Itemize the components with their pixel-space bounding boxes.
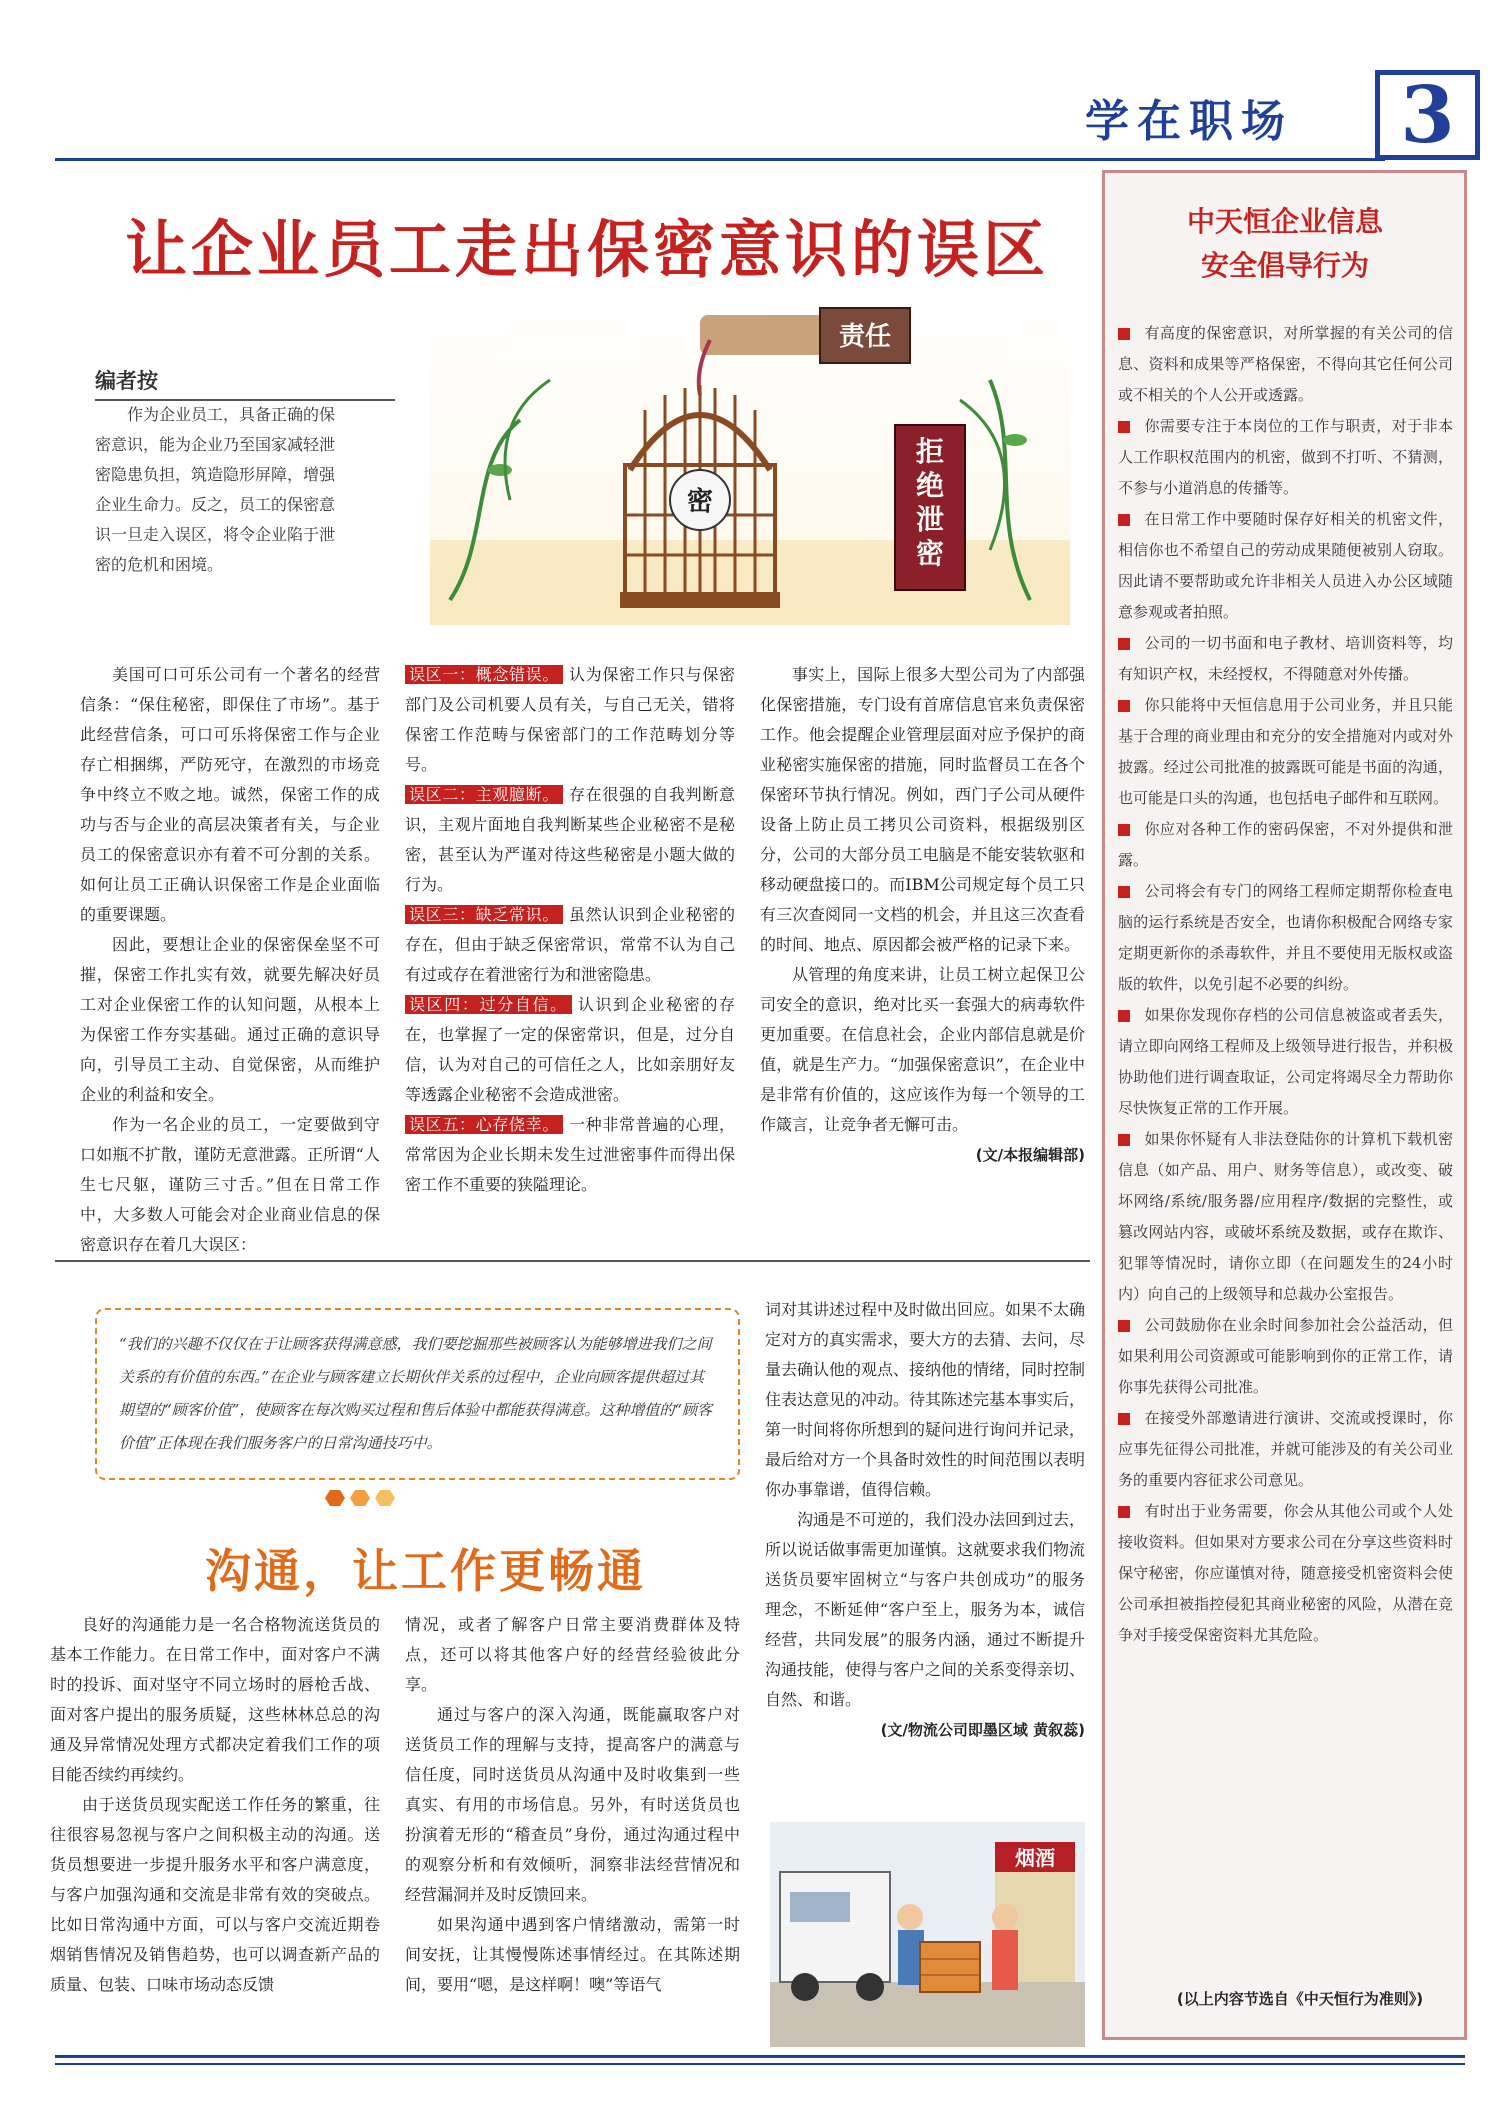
paragraph: 作为一名企业的员工，一定要做到守口如瓶不扩散，谨防无意泄露。正所谓“人生七尺躯，谨防三寸舌。”但在日常工作中，大多数人可能会对企业商业信息的保密意识存在着几大误区：	[80, 1115, 380, 1254]
misconception-item	[405, 660, 735, 780]
list-item-text: 你只能将中天恒信息用于公司业务，并且只能基于合理的商业理由和充分的安全措施对内或对外披露。经过公司批准的披露既可能是书面的沟通，也可能是口头的沟通，也包括电子邮件和互联网。	[1118, 696, 1453, 807]
article-title: 让企业员工走出保密意识的误区	[125, 213, 1050, 286]
sidebar-title-line: 中天恒企业信息	[1186, 205, 1383, 238]
article2-column-2	[405, 1610, 740, 2000]
list-item-text: 公司的一切书面和电子教材、培训资料等，均有知识产权，未经授权，不得随意对外传播。	[1118, 634, 1453, 683]
misconception-tag: 误区一：概念错误。	[405, 665, 563, 684]
footer-rule	[55, 2055, 1465, 2058]
article2-column-1	[50, 1610, 380, 2000]
paragraph: 词对其讲述过程中及时做出回应。如果不太确定对方的真实需求，要大方的去猜、去问，尽量去确认他的观点、接纳他的情绪，同时控制住表达意见的冲动。待其陈述完基本事实后，第一时间将你所想到的疑问进行询问并记录，最后给对方一个具备时效性的时间范围以表明你办事靠谱，值得信赖。	[765, 1300, 1086, 1499]
paragraph: 通过与客户的深入沟通，既能赢取客户对送货员工作的理解与支持，提高客户的满意与信任度，同时送货员从沟通中及时收集到一些真实、有用的市场信息。另外，有时送货员也扮演着无形的“稽查员”身份，通过沟通过程中的观察分析和有效倾听，洞察非法经营情况和经营漏洞并及时反馈回来。	[405, 1705, 740, 1904]
hexagon-decoration-icon	[320, 1488, 400, 1508]
misconception-item	[405, 900, 735, 990]
pull-quote: “我们的兴趣不仅仅在于让顾客获得满意感，我们要挖掘那些被顾客认为能够增进我们之间关系的有价值的东西。”在企业与顾客建立长期伙伴关系的过程中，企业向顾客提供超过其期望的“顾客价值”，使顾客在每次购买过程和售后体验中都能获得满意。这种增值的“顾客价值”正体现在我们服务客户的日常沟通技巧中。	[95, 1308, 740, 1480]
paragraph: 美国可口可乐公司有一个著名的经营信条：“保住秘密，即保住了市场”。基于此经营信条，可口可乐将保密工作与企业存亡相捆绑，严防死守，在激烈的市场竞争中终立不败之地。诚然，保密工作的成功与否与企业的高层决策者有关，与企业员工的保密意识亦有着不可分割的关系。如何让员工正确认识保密工作是企业面临的重要课题。	[80, 665, 380, 924]
list-item-text: 有高度的保密意识，对所掌握的有关公司的信息、资料和成果等严格保密，不得向其它任何公司或不相关的个人公开或透露。	[1118, 324, 1453, 404]
list-item	[1118, 1310, 1453, 1403]
list-item-text: 公司将会有专门的网络工程师定期帮你检查电脑的运行系统是否安全，也请你积极配合网络专家定期更新你的杀毒软件，并且不要使用无版权或盗版的软件，以免引起不必要的纠纷。	[1118, 882, 1453, 993]
list-item	[1118, 318, 1453, 411]
bullet-icon	[1118, 638, 1130, 650]
list-item-text: 如果你发现你存档的公司信息被盗或者丢失，请立即向网络工程师及上级领导进行报告，并积极协助他们进行调查取证，公司定将竭尽全力帮助你尽快恢复正常的工作开展。	[1118, 1006, 1453, 1117]
article1-column-2	[405, 660, 735, 1200]
paragraph: 情况，或者了解客户日常主要消费群体及特点，还可以将其他客户好的经营经验彼此分享。	[405, 1615, 740, 1694]
sidebar-list	[1118, 318, 1453, 1651]
sidebar-title	[1125, 200, 1445, 288]
list-item	[1118, 876, 1453, 1000]
article2-signature: (文/物流公司即墨区域 黄叙蕊)	[880, 1721, 1085, 1739]
bullet-icon	[1118, 1134, 1130, 1146]
list-item	[1118, 411, 1453, 504]
list-item-text: 在接受外部邀请进行演讲、交流或授课时，你应事先征得公司批准，并就可能涉及的有关公司业务的重要内容征求公司意见。	[1118, 1409, 1453, 1489]
paragraph: 沟通是不可逆的，我们没办法回到过去，所以说话做事需更加谨慎。这就要求我们物流送货员要牢固树立“与客户共创成功”的服务理念，不断延伸“客户至上，服务为本，诚信经营，共同发展”的服务内涵，通过不断提升沟通技能，使得与客户之间的关系变得亲切、自然、和谐。	[765, 1510, 1086, 1709]
list-item	[1118, 504, 1453, 628]
list-item	[1118, 1403, 1453, 1496]
bullet-icon	[1118, 514, 1130, 526]
paragraph: 因此，要想让企业的保密保垒坚不可摧，保密工作扎实有效，就要先解决好员工对企业保密工作的认知问题，从根本上为保密工作夯实基础。通过正确的意识导向，引导员工主动、自觉保密，从而维护企业的利益和安全。	[80, 935, 380, 1104]
delivery-illustration	[770, 1822, 1085, 2047]
misconception-item	[405, 1110, 735, 1200]
article1-signature: (文/本报编辑部)	[975, 1146, 1085, 1164]
bullet-icon	[1118, 886, 1130, 898]
list-item-text: 如果你怀疑有人非法登陆你的计算机下载机密信息（如产品、用户、财务等信息），或改变、破坏网络/系统/服务器/应用程序/数据的完整性，或篡改网站内容，或破坏系统及数据，或存在欺诈、犯罪等情况时，请你立即（在问题发生的24小时内）向自己的上级领导和总裁办公室报告。	[1118, 1130, 1453, 1303]
sidebar-source: (以上内容节选自《中天恒行为准则》)	[1176, 1990, 1424, 2008]
misconception-item	[405, 990, 735, 1110]
header-rule	[55, 158, 1385, 161]
list-item	[1118, 1496, 1453, 1651]
misconception-text: 认识到企业秘密的存在，也掌握了一定的保密常识，但是，过分自信，认为对自己的可信任之人，比如亲朋好友等透露企业秘密不会造成泄密。	[405, 995, 735, 1104]
misconception-text: 虽然认识到企业秘密的存在，但由于缺乏保密常识，常常不认为自己有过或存在着泄密行为和泄密隐患。	[405, 905, 735, 984]
cage-illustration	[430, 300, 1070, 625]
list-item	[1118, 690, 1453, 814]
list-item	[1118, 628, 1453, 690]
sign-responsibility: 责任	[838, 322, 892, 352]
misconception-item	[405, 780, 735, 900]
paragraph: 良好的沟通能力是一名合格物流送货员的基本工作能力。在日常工作中，面对客户不满时的投诉、面对坚守不同立场时的唇枪舌战、面对客户提出的服务质疑，这些林林总总的沟通及异常情况处理方式都决定着我们工作的项目能否续约再续约。	[50, 1615, 380, 1784]
article2-column-3	[765, 1295, 1085, 1745]
editor-note-label: 编者按	[95, 365, 395, 401]
secret-lock-label: 密	[686, 487, 714, 517]
sign-refuse-leak: 拒绝泄密	[915, 435, 944, 570]
bullet-icon	[1118, 1320, 1130, 1332]
article1-column-3	[760, 660, 1085, 1170]
paragraph: 由于送货员现实配送工作任务的繁重，往往很容易忽视与客户之间积极主动的沟通。送货员想要进一步提升服务水平和客户满意度，与客户加强沟通和交流是非常有效的突破点。比如日常沟通中方面，可以与客户交流近期卷烟销售情况及销售趋势，也可以调查新产品的质量、包装、口味市场动态反馈	[50, 1795, 380, 1994]
misconception-tag: 误区三：缺乏常识。	[405, 905, 563, 924]
list-item-text: 你应对各种工作的密码保密，不对外提供和泄露。	[1118, 820, 1453, 869]
paragraph: 如果沟通中遇到客户情绪激动，需第一时间安抚，让其慢慢陈述事情经过。在其陈述期间，要用“嗯，是这样啊！噢”等语气	[405, 1915, 740, 1994]
misconception-text: 存在很强的自我判断意识，主观片面地自我判断某些企业秘密不是秘密，甚至认为严谨对待这些秘密是小题大做的行为。	[405, 785, 735, 894]
article-divider	[55, 1260, 1090, 1262]
list-item-text: 有时出于业务需要，你会从其他公司或个人处接收资料。但如果对方要求公司在分享这些资料时保守秘密，你应谨慎对待，随意接受机密资料会使公司承担被指控侵犯其商业秘密的风险，从潜在竞争对手接受保密资料尤其危险。	[1118, 1502, 1453, 1644]
list-item	[1118, 1124, 1453, 1310]
misconception-tag: 误区四：过分自信。	[405, 995, 572, 1014]
section-title: 学在职场	[1085, 96, 1293, 147]
article1-column-1	[80, 660, 380, 1260]
bullet-icon	[1118, 328, 1130, 340]
bullet-icon	[1118, 1506, 1130, 1518]
list-item	[1118, 1000, 1453, 1124]
paragraph: 从管理的角度来讲，让员工树立起保卫公司安全的意识，绝对比买一套强大的病毒软件更加重要。在信息社会，企业内部信息就是价值，就是生产力。“加强保密意识”，在企业中是非常有价值的，这应该作为每一个领导的工作箴言，让竞争者无懈可击。	[760, 965, 1085, 1134]
bullet-icon	[1118, 824, 1130, 836]
bullet-icon	[1118, 421, 1130, 433]
list-item-text: 你需要专注于本岗位的工作与职责，对于非本人工作职权范围内的机密，做到不打听、不猜测，不参与小道消息的传播等。	[1118, 417, 1453, 497]
page-number: 3	[1375, 70, 1480, 160]
bullet-icon	[1118, 700, 1130, 712]
misconception-tag: 误区五：心存侥幸。	[405, 1115, 563, 1134]
shop-sign: 烟酒	[1015, 1846, 1055, 1870]
list-item-text: 公司鼓励你在业余时间参加社会公益活动，但如果利用公司资源或可能影响到你的正常工作，请你事先获得公司批准。	[1118, 1316, 1453, 1396]
editor-note: 作为企业员工，具备正确的保密意识，能为企业乃至国家减轻泄密隐患负担，筑造隐形屏障，增强企业生命力。反之，员工的保密意识一旦走入误区，将令企业陷于泄密的危机和困境。	[95, 405, 336, 574]
sidebar-title-line: 安全倡导行为	[1200, 249, 1369, 282]
misconception-text: 一种非常普遍的心理，常常因为企业长期未发生过泄密事件而得出保密工作不重要的狭隘理论。	[405, 1115, 735, 1194]
misconception-tag: 误区二：主观臆断。	[405, 785, 563, 804]
list-item-text: 在日常工作中要随时保存好相关的机密文件，相信你也不希望自己的劳动成果随便被别人窃取。因此请不要帮助或允许非相关人员进入办公区域随意参观或者拍照。	[1118, 510, 1453, 621]
bullet-icon	[1118, 1010, 1130, 1022]
article2-title: 沟通，让工作更畅通	[205, 1544, 646, 1598]
misconception-text: 认为保密工作只与保密部门及公司机要人员有关，与自己无关，错将保密工作范畴与保密部门的工作范畴划分等号。	[405, 665, 735, 774]
bullet-icon	[1118, 1413, 1130, 1425]
footer-rule	[55, 2063, 1465, 2065]
list-item	[1118, 814, 1453, 876]
paragraph: 事实上，国际上很多大型公司为了内部强化保密措施，专门设有首席信息官来负责保密工作。他会提醒企业管理层面对应予保护的商业秘密实施保密的措施，同时监督员工在各个保密环节执行情况。例如，西门子公司从硬件设备上防止员工拷贝公司资料，根据级别区分，公司的大部分员工电脑是不能安装软驱和移动硬盘接口的。而IBM公司规定每个员工只有三次查阅同一文档的机会，并且这三次查看的时间、地点、原因都会被严格的记录下来。	[760, 665, 1085, 954]
